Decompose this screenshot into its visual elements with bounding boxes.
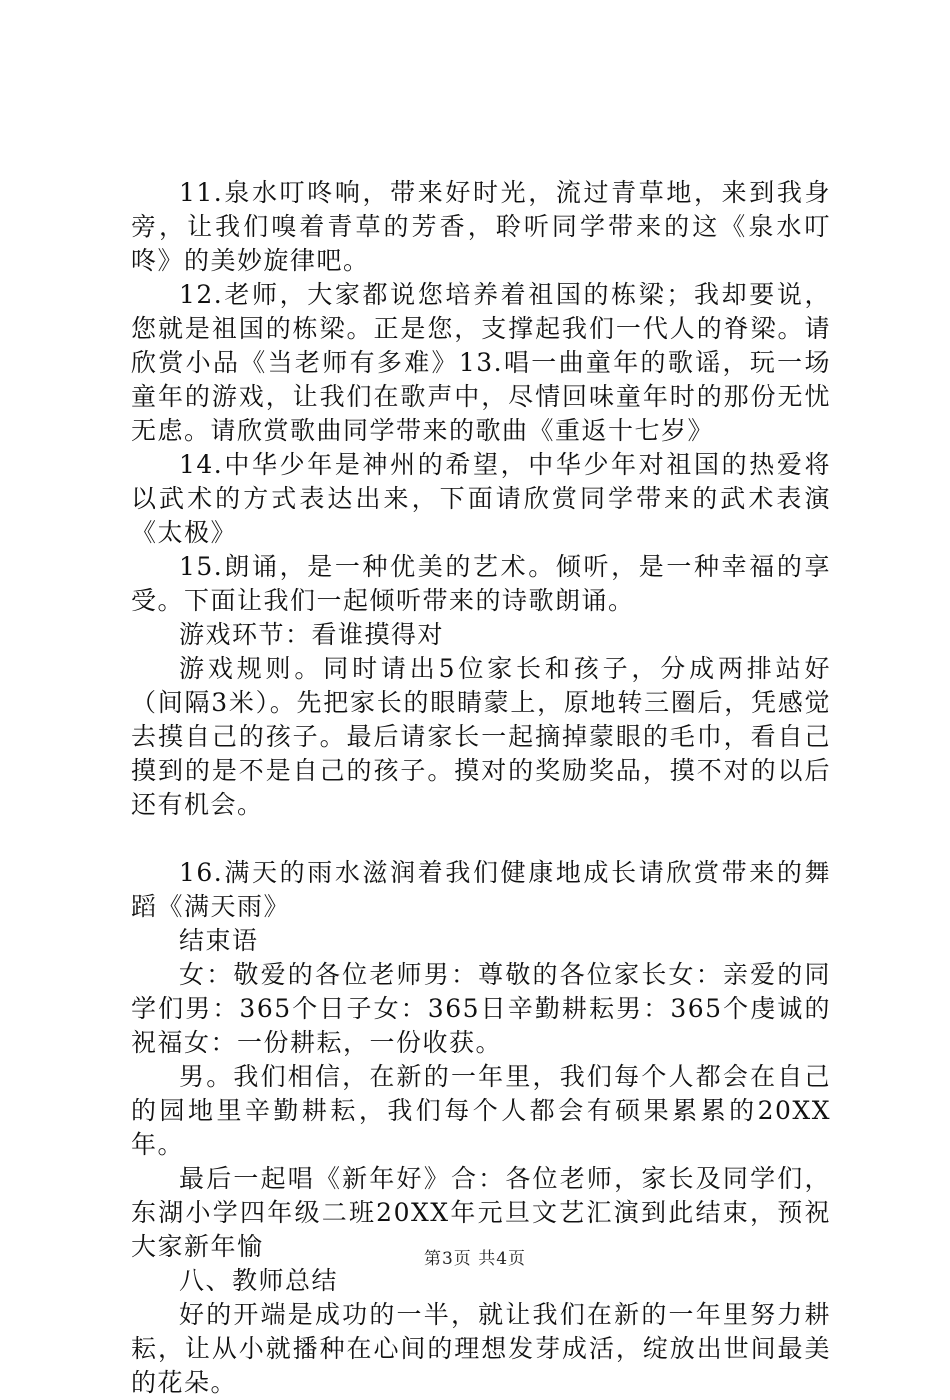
paragraph-summary: 好的开端是成功的一半，就让我们在新的一年里努力耕耘，让从小就播种在心间的理想发芽成活，绽放出世间最美的花朵。 (131, 1300, 831, 1397)
section-heading-game: 游戏环节：看谁摸得对 (179, 620, 445, 649)
paragraph-16: 16.满天的雨水滋润着我们健康地成长请欣赏带来的舞蹈《满天雨》 (131, 858, 831, 921)
paragraph-closing-dialogue: 女：敬爱的各位老师男：尊敬的各位家长女：亲爱的同学们男：365个日子女：365日辛勤耕耘男：365个虔诚的祝福女：一份耕耘，一份收获。 (131, 960, 831, 1057)
paragraph-11: 11.泉水叮咚响，带来好时光，流过青草地，来到我身旁，让我们嗅着青草的芳香，聆听同学带来的这《泉水叮咚》的美妙旋律吧。 (131, 178, 831, 275)
paragraph-final-song: 最后一起唱《新年好》合：各位老师，家长及同学们，东湖小学四年级二班20XX年元旦文艺汇演到此结束，预祝大家新年愉 (131, 1164, 831, 1261)
paragraph-14: 14.中华少年是神州的希望，中华少年对祖国的热爱将以武术的方式表达出来，下面请欣赏同学带来的武术表演《太极》 (131, 450, 831, 547)
paragraph-12-13: 12.老师，大家都说您培养着祖国的栋梁；我却要说，您就是祖国的栋梁。正是您，支撑起我们一代人的脊梁。请欣赏小品《当老师有多难》13.唱一曲童年的歌谣，玩一场童年的游戏，让我们在歌声中，尽情回味童年时的那份无忧无虑。请欣赏歌曲同学带来的歌曲《重返十七岁》 (131, 280, 831, 445)
document-body (131, 176, 831, 1400)
paragraph-game-rules: 游戏规则。同时请出5位家长和孩子，分成两排站好（间隔3米）。先把家长的眼睛蒙上，原地转三圈后，凭感觉去摸自己的孩子。最后请家长一起摘掉蒙眼的毛巾，看自己摸到的是不是自己的孩子。摸对的奖励奖品，摸不对的以后还有机会。 (131, 654, 831, 819)
paragraph-new-year: 男。我们相信，在新的一年里，我们每个人都会在自己的园地里辛勤耕耘，我们每个人都会有硕果累累的20XX年。 (131, 1062, 831, 1159)
paragraph-15: 15.朗诵，是一种优美的艺术。倾听，是一种幸福的享受。下面让我们一起倾听带来的诗歌朗诵。 (131, 552, 831, 615)
page-number-footer: 第3页 共4页 (423, 1249, 527, 1269)
section-heading-teacher-summary: 八、教师总结 (179, 1266, 339, 1295)
section-heading-closing: 结束语 (179, 926, 259, 955)
